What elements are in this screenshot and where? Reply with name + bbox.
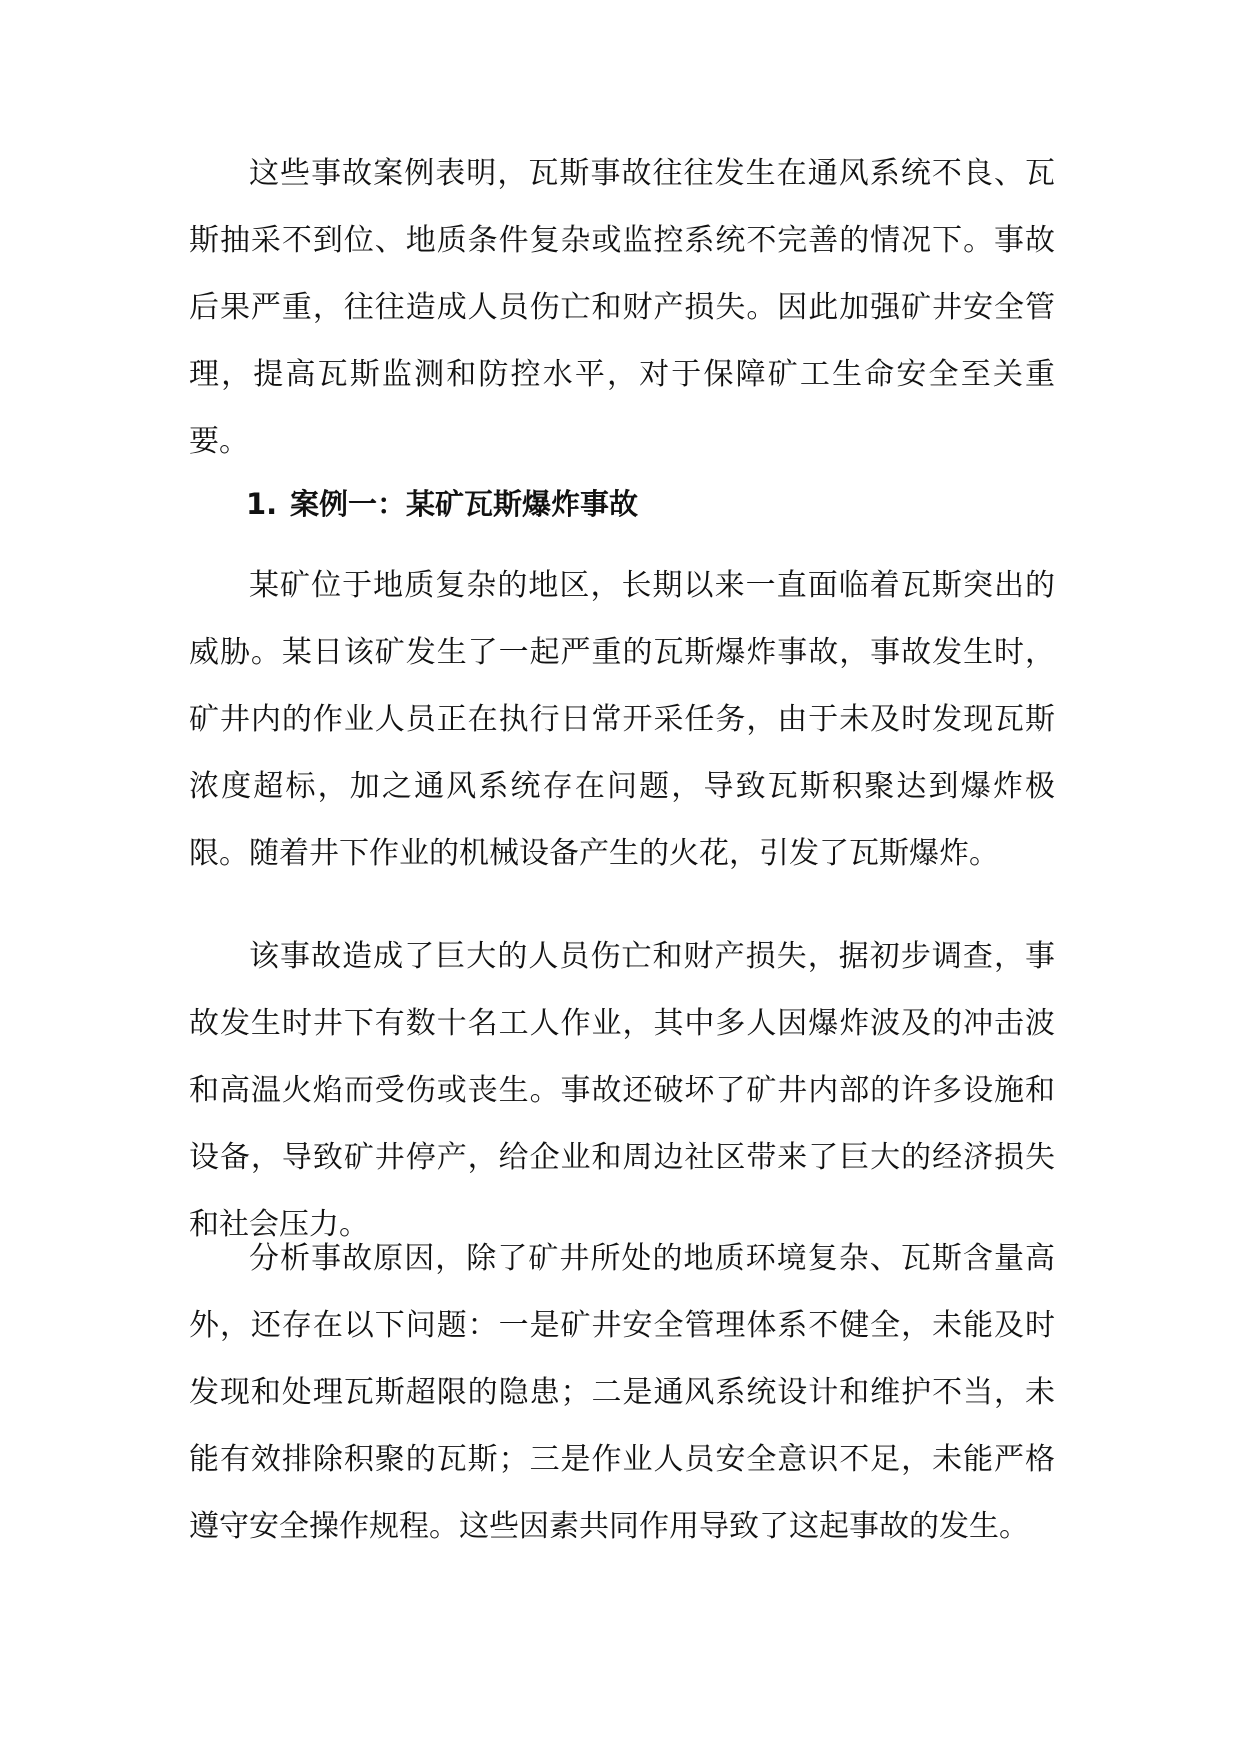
paragraph-cause-analysis [189, 1225, 1055, 1560]
heading-number: 1. [246, 487, 278, 521]
paragraph-consequences [189, 923, 1055, 1258]
heading-title: 案例一：某矿瓦斯爆炸事故 [290, 487, 639, 521]
paragraph-text: 分析事故原因，除了矿井所处的地质环境复杂、瓦斯含量高外，还存在以下问题：一是矿井安全管理体系不健全，未能及时发现和处理瓦斯超限的隐患；二是通风系统设计和维护不当，未能有效排除积聚的瓦斯；三是作业人员安全意识不足，未能严格遵守安全操作规程。这些因素共同作用导致了这起事故的发生。 [189, 1241, 1055, 1544]
paragraph-text: 该事故造成了巨大的人员伤亡和财产损失，据初步调查，事故发生时井下有数十名工人作业，其中多人因爆炸波及的冲击波和高温火焰而受伤或丧生。事故还破坏了矿井内部的许多设施和设备，导致矿井停产，给企业和周边社区带来了巨大的经济损失和社会压力。 [189, 939, 1055, 1242]
paragraph-summary [189, 140, 1055, 475]
section-heading [246, 471, 638, 538]
paragraph-text: 某矿位于地质复杂的地区，长期以来一直面临着瓦斯突出的威胁。某日该矿发生了一起严重的瓦斯爆炸事故，事故发生时，矿井内的作业人员正在执行日常开采任务，由于未及时发现瓦斯浓度超标，加之通风系统存在问题，导致瓦斯积聚达到爆炸极限。随着井下作业的机械设备产生的火花，引发了瓦斯爆炸。 [189, 568, 1055, 871]
paragraph-case-description [189, 552, 1055, 887]
paragraph-text: 这些事故案例表明，瓦斯事故往往发生在通风系统不良、瓦斯抽采不到位、地质条件复杂或监控系统不完善的情况下。事故后果严重，往往造成人员伤亡和财产损失。因此加强矿井安全管理，提高瓦斯监测和防控水平，对于保障矿工生命安全至关重要。 [189, 156, 1055, 459]
